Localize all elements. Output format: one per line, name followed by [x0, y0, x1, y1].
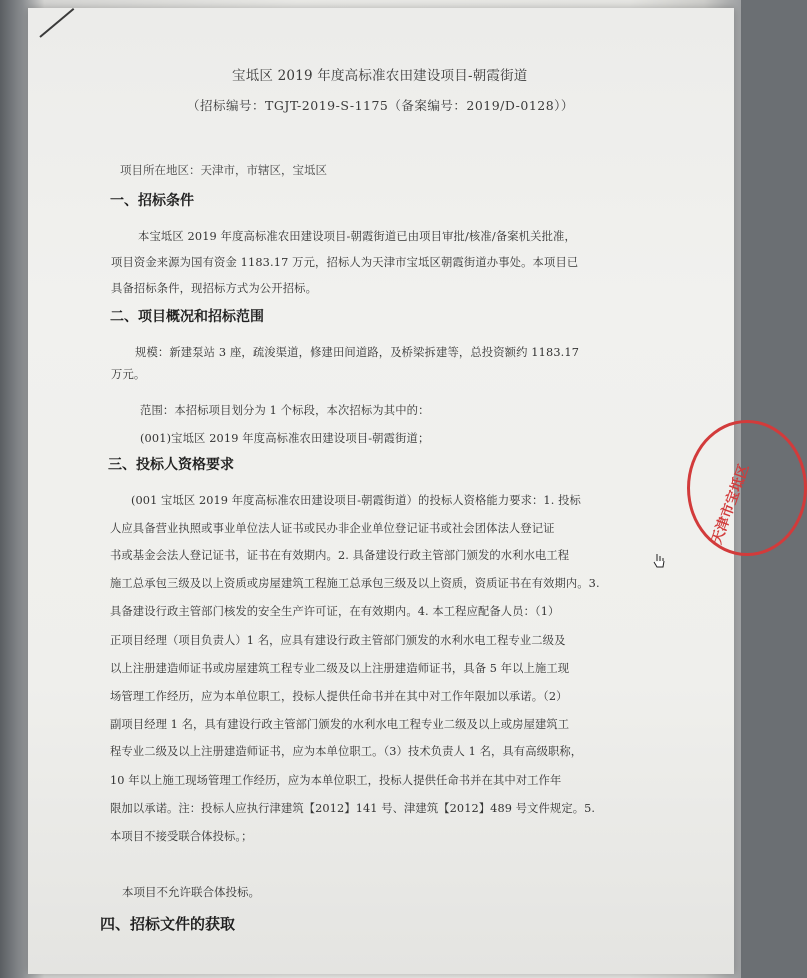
section3-line: 以上注册建造师证书或房屋建筑工程专业二级及以上注册建造师证书，具备 5 年以上施工现 [110, 662, 570, 675]
red-seal-stamp [687, 420, 807, 556]
section2-line: 范围：本招标项目划分为 1 个标段，本次招标为其中的： [140, 404, 430, 417]
section3-line: 场管理工作经历，应为本单位职工，投标人提供任命书并在其中对工作年限加以承诺。（2） [110, 690, 568, 703]
section2-line: 万元。 [111, 368, 146, 381]
section3-line: (001 宝坻区 2019 年度高标准农田建设项目-朝霞街道）的投标人资格能力要求：1. 投标 [131, 494, 581, 507]
document-title: 宝坻区 2019 年度高标准农田建设项目-朝霞街道 [232, 68, 528, 84]
section-heading-4: 四、招标文件的获取 [100, 915, 236, 933]
section1-line: 项目资金来源为国有资金 1183.17 万元，招标人为天津市宝坻区朝霞街道办事处。本项目已 [111, 256, 579, 269]
section3-line: 书或基金会法人登记证书，证书在有效期内。2. 具备建设行政主管部门颁发的水利水电工程 [110, 549, 570, 562]
document-subtitle: （招标编号：TGJT-2019-S-1175（备案编号：2019/D-0128）） [187, 98, 574, 113]
section-heading-1: 一、招标条件 [110, 193, 194, 209]
section3-line: 具备建设行政主管部门核发的安全生产许可证，在有效期内。4. 本工程应配备人员：（1） [110, 605, 560, 618]
section3-line: 副项目经理 1 名，具有建设行政主管部门颁发的水利水电工程专业二级及以上或房屋建筑工 [110, 718, 570, 731]
section3-line: 10 年以上施工现场管理工作经历，应为本单位职工，投标人提供任命书并在其中对工作年 [110, 774, 562, 787]
section3-note: 本项目不允许联合体投标。 [122, 885, 260, 899]
project-location: 项目所在地区：天津市，市辖区，宝坻区 [120, 163, 327, 177]
section3-line: 施工总承包三级及以上资质或房屋建筑工程施工总承包三级及以上资质，资质证书在有效期内。3. [110, 577, 600, 590]
section3-line: 限加以承诺。注：投标人应执行津建筑【2012】141 号、津建筑【2012】489 号文件规定。5. [110, 802, 596, 815]
section-heading-2: 二、项目概况和招标范围 [110, 309, 264, 325]
section3-line: 程专业二级及以上注册建造师证书，应为本单位职工。（3）技术负责人 1 名，具有高级职称， [110, 745, 583, 758]
section2-line: 规模：新建泵站 3 座，疏浚渠道，修建田间道路，及桥梁拆建等，总投资额约 1183.17 [135, 346, 580, 359]
section1-line: 具备招标条件，现招标方式为公开招标。 [111, 282, 318, 295]
section2-line: (001)宝坻区 2019 年度高标准农田建设项目-朝霞街道； [140, 432, 430, 445]
section3-line: 人应具备营业执照或事业单位法人证书或民办非企业单位登记证书或社会团体法人登记证 [110, 522, 555, 535]
hand-cursor-icon [652, 553, 666, 569]
section-heading-3: 三、投标人资格要求 [108, 457, 234, 473]
section1-line: 本宝坻区 2019 年度高标准农田建设项目-朝霞街道已由项目审批/核准/备案机关批准， [138, 230, 576, 243]
section3-line: 正项目经理（项目负责人）1 名，应具有建设行政主管部门颁发的水利水电工程专业二级及 [110, 634, 566, 647]
section3-line: 本项目不接受联合体投标。； [110, 830, 253, 843]
stamp-text: 天津市宝坻区 [708, 462, 753, 547]
